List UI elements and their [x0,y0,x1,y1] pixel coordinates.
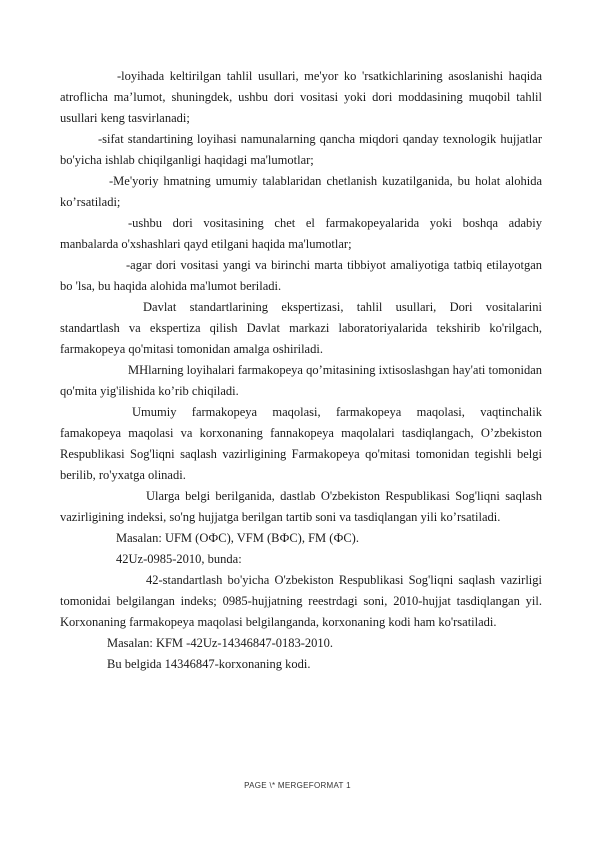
paragraph-10: 42-standartlash bo'yicha O'zbekiston Respublikasi Sog'liqni saqlash vazirligi tomonidai belgilangan indeks; 0985-hujjatning reestrdagi soni, 2010-hujjat tasdiqlangan yil. Korxonaning farmakopeya maqolasi belgilanganda, korxonaning kodi ham ko'rsatiladi. [60,573,542,629]
paragraph-2: -sifat standartining loyihasi namunalarning qancha miqdori qanday texnologik hujjatlar bo'yicha ishlab chiqilganligi haqidagi ma'lumotlar; [60,132,542,167]
page-footer: PAGE \* MERGEFORMAT 1 [244,781,351,790]
example-line-3: Masalan: KFM -42Uz-14346847-0183-2010. [107,636,334,650]
paragraph-9: Ularga belgi berilganida, dastlab O'zbekiston Respublikasi Sog'liqni saqlash vazirligining indeksi, so'ng hujjatga berilgan tartib soni va tasdiqlangan yili ko’rsatiladi. [60,489,542,524]
paragraph-8: Umumiy farmakopeya maqolasi, farmakopeya maqolasi, vaqtinchalik famakopeya maqolasi va korxonaning fannakopeya maqolalari tasdiqlangach, O’zbekiston Respublikasi Sog'liqni saqlash vazirligining Farmakopeya qo'mitasi tomonidan tegishli belgi berilib, ro'yxatga olinadi. [60,405,542,482]
paragraph-1: -loyihada keltirilgan tahlil usullari, me'yor ko 'rsatkichlarining asoslanishi haqida atroflicha ma’lumot, shuningdek, ushbu dori vositasi yoki dori moddasining muqobil tahlil usullari keng tasvirlanadi; [60,69,542,125]
paragraph-7: MHlarning loyihalari farmakopeya qo’mitasining ixtisoslashgan hay'ati tomonidan qo'mita yig'ilishida ko’rib chiqiladi. [60,363,542,398]
paragraph-4: -ushbu dori vositasining chet el farmakopeyalarida yoki boshqa adabiy manbalarda o'xshashlari qayd etilgani haqida ma'lumotlar; [60,216,542,251]
example-line-2: 42Uz-0985-2010, bunda: [116,552,242,566]
document-body [60,66,542,675]
example-line-4: Bu belgida 14346847-korxonaning kodi. [107,657,311,671]
example-line-1: Masalan: UFM (OФC), VFM (BФC), FM (ФC). [116,531,359,545]
paragraph-5: -agar dori vositasi yangi va birinchi marta tibbiyot amaliyotiga tatbiq etilayotgan bo 'lsa, bu haqida alohida ma'lumot beriladi. [60,258,542,293]
paragraph-6: Davlat standartlarining ekspertizasi, tahlil usullari, Dori vositalarini standartlash va ekspertiza qilish Davlat markazi laboratoriyalarida tekshirib ko'rilgach, farmakopeya qo'mitasi tomonidan amalga oshiriladi. [60,300,542,356]
paragraph-3: -Me'yoriy hmatning umumiy talablaridan chetlanish kuzatilganida, bu holat alohida ko’rsatiladi; [60,174,542,209]
